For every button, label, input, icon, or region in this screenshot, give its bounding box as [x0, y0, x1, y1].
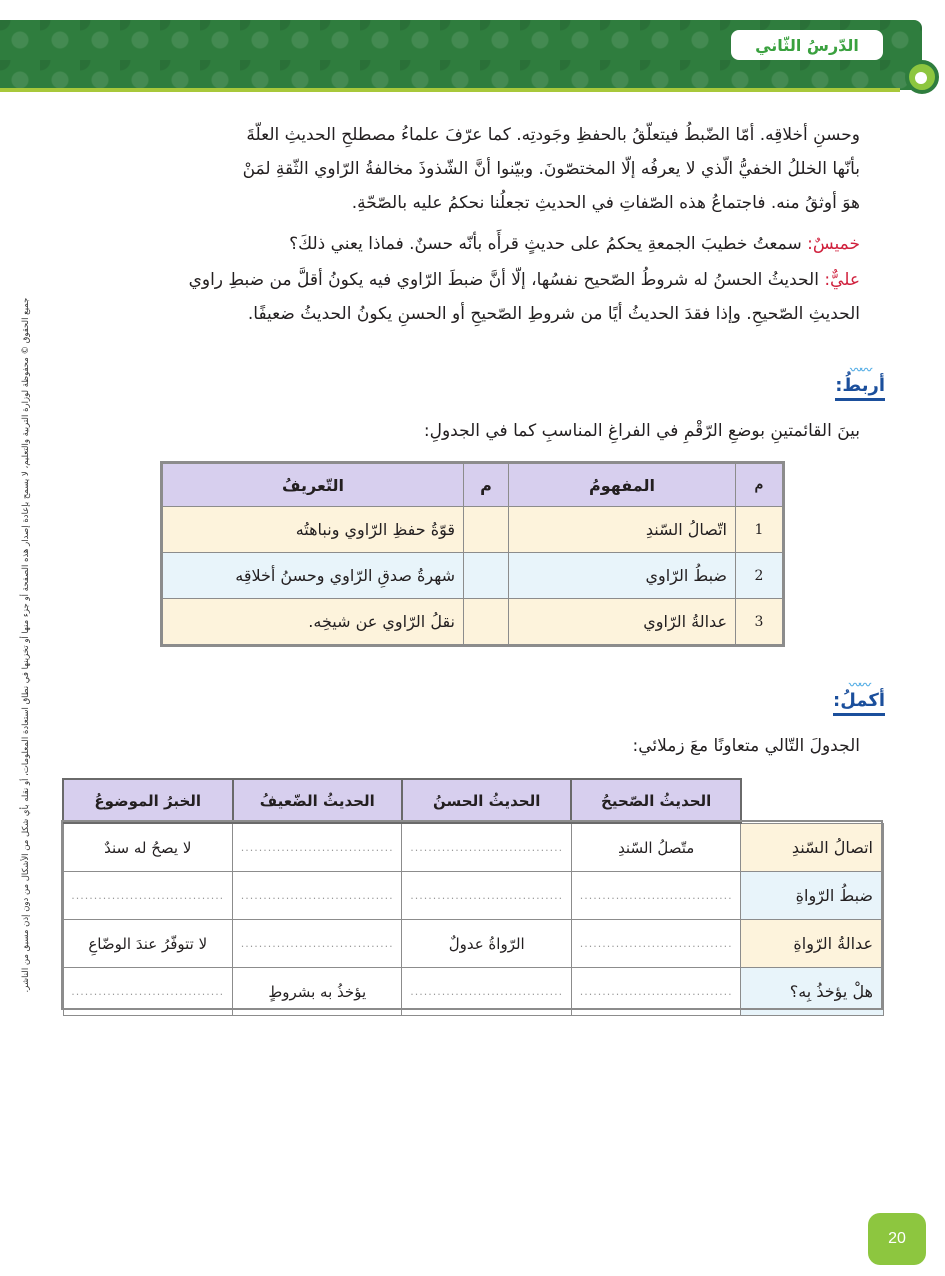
- definition-cell: شهرةُ صدقِ الرّاوي وحسنُ أخلاقِه: [162, 553, 464, 599]
- page-number: 20: [868, 1213, 926, 1265]
- answer-blank[interactable]: [464, 553, 509, 599]
- dialog-answer: [30, 263, 860, 331]
- wave-decoration-icon: 〰〰: [849, 678, 870, 692]
- table-row: [162, 553, 784, 599]
- cell-filled: يؤخذُ به بشروطٍ: [233, 968, 402, 1016]
- header-underline: [0, 88, 900, 92]
- concept-cell: اتّصالُ السّندِ: [509, 507, 736, 553]
- table-row: [162, 507, 784, 553]
- cell-filled: الرّواةُ عدولٌ: [402, 920, 571, 968]
- row-num: 2: [736, 553, 784, 599]
- link-instruction: بينَ القائمتينِ بوضعِ الرّقْمِ في الفراغِ المناسبِ كما في الجدولِ:: [423, 421, 860, 441]
- row-label: اتصالُ السّندِ: [741, 823, 884, 872]
- answer-blank[interactable]: ..................................: [402, 823, 571, 872]
- intro-line: هوَ أوثقُ منه. فاجتماعُ هذه الصّفاتِ في الحديثِ تجعلُنا نحكمُ عليه بالصّحّةِ.: [351, 193, 860, 213]
- header-num2: م: [464, 463, 509, 507]
- copyright-note: جميع الحقوق © محفوظة لوزارة التربية والتعليم، لا يسمح بإعادة إصدار هذه الصفحة أو جزء منها أو تخزينها في نطاق استعادة المعلومات، أو نقله بأي شكل من الأشكال من دون إذن مسبق من الناشر.: [21, 297, 31, 993]
- intro-paragraph: [60, 118, 860, 220]
- lesson-title: الدّرسُ الثّاني: [731, 30, 883, 60]
- answer-blank[interactable]: ..................................: [63, 968, 233, 1016]
- definition-cell: نقلُ الرّاوي عن شيخِه.: [162, 599, 464, 646]
- corner-decoration-icon: [905, 60, 939, 94]
- concept-cell: ضبطُ الرّاوي: [509, 553, 736, 599]
- answer-blank[interactable]: [464, 507, 509, 553]
- row-num: 1: [736, 507, 784, 553]
- answer-blank[interactable]: ..................................: [402, 872, 571, 920]
- cell-filled: متّصلُ السّندِ: [571, 823, 740, 872]
- hadith-types-table: [62, 778, 884, 1016]
- answer-blank[interactable]: ..................................: [571, 920, 740, 968]
- answer-blank[interactable]: ..................................: [233, 823, 402, 872]
- question-text: سمعتُ خطيبَ الجمعةِ يحكمُ على حديثٍ قرأَه بأنّه حسنٌ. فماذا يعني ذلكَ؟: [289, 234, 808, 254]
- table-row: [63, 968, 884, 1016]
- answer-blank[interactable]: ..................................: [233, 920, 402, 968]
- table-row: [63, 872, 884, 920]
- answer-blank[interactable]: [464, 599, 509, 646]
- row-label: ضبطُ الرّواةِ: [741, 872, 884, 920]
- answer-blank[interactable]: ..................................: [571, 872, 740, 920]
- intro-line: وحسنِ أخلاقِه. أمّا الضّبطُ فيتعلّقُ بالحفظِ وجَودتِه. كما عرّفَ علماءُ مصطلحِ الحديثِ العلّةَ: [246, 125, 860, 145]
- answer-text-line2: الحديثِ الصّحيحِ. وإذا فقدَ الحديثُ أيًا من شروطِ الصّحيحِ أو الحسنِ يكونُ الحديثُ ضعيفًا.: [247, 304, 860, 324]
- complete-instruction: الجدولَ التّالي متعاونًا معَ زملائي:: [632, 736, 860, 756]
- intro-line: بأنّها الخللُ الخفيُّ الّذي لا يعرفُه إلّا المختصّونَ. وبيّنوا أنَّ الشّذوذَ مخالفةُ الرّاوي الثّقةِ لمَنْ: [242, 159, 860, 179]
- definition-cell: قوّةُ حفظِ الرّاوي ونباهتُه: [162, 507, 464, 553]
- header-hasan: الحديثُ الحسنُ: [402, 779, 571, 823]
- table-row: [63, 823, 884, 872]
- section-heading-complete: 〰〰 أكملُ:: [833, 690, 885, 716]
- row-label: عدالةُ الرّواةِ: [741, 920, 884, 968]
- header-num: م: [736, 463, 784, 507]
- answer-blank[interactable]: ..................................: [63, 872, 233, 920]
- header-mawdu: الخبرُ الموضوعُ: [63, 779, 233, 823]
- section-heading-link: 〰〰 أربطُ:: [835, 375, 885, 401]
- speaker-ali: عليٌّ:: [824, 270, 860, 290]
- answer-blank[interactable]: ..................................: [571, 968, 740, 1016]
- matching-table: [160, 461, 785, 647]
- table-row: [162, 599, 784, 646]
- header-concept: المفهومُ: [509, 463, 736, 507]
- row-num: 3: [736, 599, 784, 646]
- answer-text-line1: الحديثُ الحسنُ له شروطُ الصّحيح نفسُها، إلّا أنَّ ضبطَ الرّاوي فيه يكونُ أقلَّ من ضبطِ راوي: [188, 270, 825, 290]
- header-sahih: الحديثُ الصّحيحُ: [571, 779, 740, 823]
- row-label: هلْ يؤخذُ بِه؟: [741, 968, 884, 1016]
- cell-filled: لا تتوفّرُ عندَ الوضّاعِ: [63, 920, 233, 968]
- wave-decoration-icon: 〰〰: [850, 363, 871, 377]
- concept-cell: عدالةُ الرّاوي: [509, 599, 736, 646]
- answer-blank[interactable]: ..................................: [233, 872, 402, 920]
- header-definition: التّعريفُ: [162, 463, 464, 507]
- answer-blank[interactable]: ..................................: [402, 968, 571, 1016]
- cell-filled: لا يصحُ له سندٌ: [63, 823, 233, 872]
- table-row: [63, 920, 884, 968]
- table-corner: [741, 779, 884, 823]
- header-daif: الحديثُ الضّعيفُ: [233, 779, 402, 823]
- dialog-question: [30, 227, 860, 261]
- speaker-khamis: خميسٌ:: [807, 234, 860, 254]
